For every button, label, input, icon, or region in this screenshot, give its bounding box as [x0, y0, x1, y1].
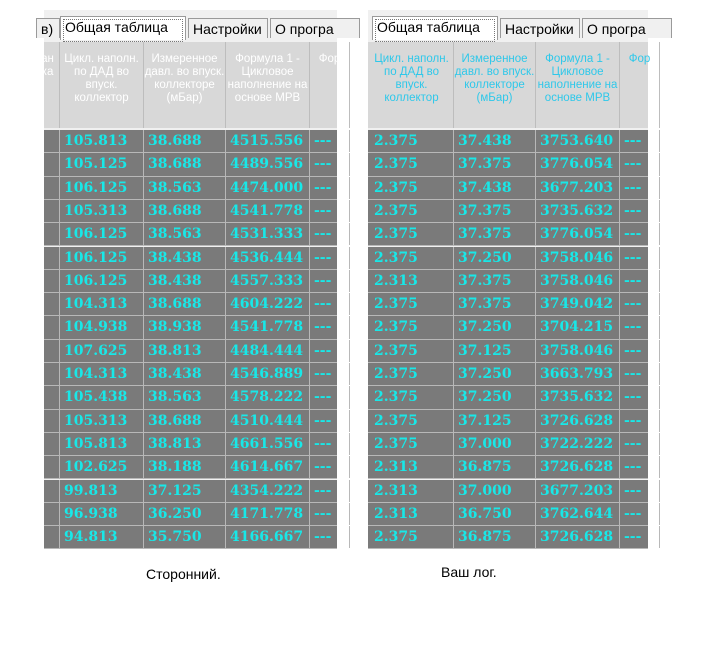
- table-cell: 2.375: [370, 177, 454, 199]
- table-cell: 2.375: [370, 247, 454, 269]
- table-cell: 106.125: [60, 247, 144, 269]
- table-cell: [36, 270, 60, 292]
- screenshot-third-party: [41, 10, 341, 546]
- table-cell: 3677.203: [536, 177, 620, 199]
- table-row[interactable]: [44, 247, 337, 270]
- table-cell: 37.438: [454, 177, 536, 199]
- table-cell: 2.375: [370, 153, 454, 175]
- table-cell: 3726.628: [536, 526, 620, 548]
- table-cell: ---: [310, 410, 350, 432]
- table-cell: 4541.778: [226, 316, 310, 338]
- table-cell: 38.688: [144, 153, 226, 175]
- table-cell: ---: [310, 363, 350, 385]
- table-cell: ---: [620, 480, 660, 502]
- table-cell: 36.875: [454, 456, 536, 478]
- table-row[interactable]: [368, 177, 648, 200]
- table-cell: ---: [620, 177, 660, 199]
- header-cell-cycle-fill: Цикл. наполн. по ДАД во впуск. коллектор: [60, 42, 144, 128]
- table-cell: 37.375: [454, 293, 536, 315]
- table-cell: ---: [310, 456, 350, 478]
- table-cell: 37.250: [454, 316, 536, 338]
- table-cell: 4354.222: [226, 480, 310, 502]
- table-row[interactable]: [368, 130, 648, 153]
- table-row[interactable]: [44, 526, 337, 549]
- table-cell: 3753.640: [536, 130, 620, 152]
- table-row[interactable]: [44, 433, 337, 456]
- header-cell-pressure: Измеренное давл. во впуск. коллекторе (мБар): [144, 42, 226, 128]
- table-cell: 3726.628: [536, 410, 620, 432]
- table-cell: [36, 363, 60, 385]
- table-cell: 37.375: [454, 153, 536, 175]
- table-cell: 38.688: [144, 200, 226, 222]
- table-cell: 37.250: [454, 363, 536, 385]
- table-cell: 105.813: [60, 130, 144, 152]
- table-cell: 4531.333: [226, 223, 310, 245]
- table-cell: [36, 247, 60, 269]
- table-cell: 38.563: [144, 177, 226, 199]
- table-body: [44, 130, 337, 546]
- table-cell: 37.375: [454, 270, 536, 292]
- table-cell: ---: [620, 153, 660, 175]
- tab-prev[interactable]: в): [36, 18, 60, 38]
- table-cell: 38.563: [144, 386, 226, 408]
- table-cell: 4510.444: [226, 410, 310, 432]
- table-cell: 37.438: [454, 130, 536, 152]
- table-row[interactable]: [368, 270, 648, 293]
- table-row[interactable]: [44, 153, 337, 176]
- table-cell: 37.375: [454, 223, 536, 245]
- header-cell-cycle-fill: Цикл. наполн. по ДАД во впуск. коллектор: [370, 42, 454, 128]
- table-cell: ---: [620, 247, 660, 269]
- table-cell: [36, 130, 60, 152]
- table-row[interactable]: [368, 200, 648, 223]
- table-cell: 3749.042: [536, 293, 620, 315]
- table-cell: [36, 177, 60, 199]
- table-cell: 36.250: [144, 503, 226, 525]
- table-cell: 3722.222: [536, 433, 620, 455]
- table-row[interactable]: [368, 456, 648, 479]
- table-cell: ---: [310, 130, 350, 152]
- table-cell: [36, 480, 60, 502]
- table-cell: 4536.444: [226, 247, 310, 269]
- table-cell: 4515.556: [226, 130, 310, 152]
- table-cell: 4557.333: [226, 270, 310, 292]
- table-body: [368, 130, 648, 546]
- header-cell-formula2: Фор: [310, 42, 350, 128]
- table-row[interactable]: [368, 153, 648, 176]
- table-row[interactable]: [44, 363, 337, 386]
- header-cell-formula1: Формула 1 - Цикловое наполнение на основе MPB: [226, 42, 310, 128]
- table-cell: 37.125: [454, 340, 536, 362]
- table-cell: 3726.628: [536, 456, 620, 478]
- table-cell: 37.125: [454, 410, 536, 432]
- table-cell: 4171.778: [226, 503, 310, 525]
- table-cell: 37.000: [454, 480, 536, 502]
- table-cell: 105.438: [60, 386, 144, 408]
- table-cell: 2.313: [370, 480, 454, 502]
- table-row[interactable]: [368, 247, 648, 270]
- table-cell: ---: [310, 293, 350, 315]
- table-cell: [36, 316, 60, 338]
- table-cell: 2.375: [370, 410, 454, 432]
- table-cell: ---: [310, 480, 350, 502]
- table-row[interactable]: [368, 293, 648, 316]
- table-cell: [36, 503, 60, 525]
- table-cell: 2.375: [370, 526, 454, 548]
- table-cell: ---: [620, 363, 660, 385]
- table-row[interactable]: [44, 410, 337, 433]
- table-cell: 104.938: [60, 316, 144, 338]
- table-cell: 96.938: [60, 503, 144, 525]
- table-cell: 102.625: [60, 456, 144, 478]
- table-cell: 2.313: [370, 503, 454, 525]
- table-cell: ---: [620, 200, 660, 222]
- table-row[interactable]: [368, 433, 648, 456]
- table-cell: 2.313: [370, 456, 454, 478]
- table-cell: 3704.215: [536, 316, 620, 338]
- header-cell-partial: ан ка: [36, 42, 60, 128]
- table-cell: 3758.046: [536, 247, 620, 269]
- table-cell: 37.000: [454, 433, 536, 455]
- table-cell: [36, 340, 60, 362]
- table-cell: ---: [620, 456, 660, 478]
- table-cell: ---: [620, 386, 660, 408]
- table-cell: 2.375: [370, 363, 454, 385]
- table-cell: 38.688: [144, 410, 226, 432]
- table-cell: 3762.644: [536, 503, 620, 525]
- table-cell: 38.688: [144, 293, 226, 315]
- table-cell: [36, 153, 60, 175]
- table-cell: 2.375: [370, 223, 454, 245]
- table-cell: 4484.444: [226, 340, 310, 362]
- table-cell: 3735.632: [536, 200, 620, 222]
- table-cell: 3758.046: [536, 340, 620, 362]
- table-cell: [36, 200, 60, 222]
- table-row[interactable]: [368, 503, 648, 526]
- table-cell: 37.375: [454, 200, 536, 222]
- table-row[interactable]: [368, 410, 648, 433]
- table-cell: 106.125: [60, 270, 144, 292]
- table-cell: 2.375: [370, 316, 454, 338]
- table-cell: 4578.222: [226, 386, 310, 408]
- table-cell: ---: [310, 153, 350, 175]
- table-cell: ---: [310, 340, 350, 362]
- table-cell: 3735.632: [536, 386, 620, 408]
- table-cell: 4166.667: [226, 526, 310, 548]
- tab-bar: [41, 16, 337, 38]
- table-cell: [36, 410, 60, 432]
- table-row[interactable]: [44, 270, 337, 293]
- table-cell: 2.375: [370, 200, 454, 222]
- table-cell: ---: [620, 130, 660, 152]
- table-cell: ---: [310, 386, 350, 408]
- table-cell: 4489.556: [226, 153, 310, 175]
- table-row[interactable]: [44, 177, 337, 200]
- table-row[interactable]: [368, 526, 648, 549]
- table-cell: 4541.778: [226, 200, 310, 222]
- tab-about[interactable]: О програ: [582, 18, 672, 38]
- table-cell: ---: [310, 526, 350, 548]
- table-cell: ---: [620, 410, 660, 432]
- table-header: [368, 42, 651, 128]
- table-cell: 4614.667: [226, 456, 310, 478]
- table-cell: 4546.889: [226, 363, 310, 385]
- table-cell: 36.875: [454, 526, 536, 548]
- table-cell: [36, 293, 60, 315]
- table-header: [41, 42, 341, 128]
- table-cell: 38.813: [144, 433, 226, 455]
- table-cell: 38.438: [144, 363, 226, 385]
- table-row[interactable]: [44, 223, 337, 246]
- table-row[interactable]: [44, 200, 337, 223]
- tab-general-table[interactable]: Общая таблица: [60, 16, 186, 40]
- table-cell: 105.125: [60, 153, 144, 175]
- table-cell: 3677.203: [536, 480, 620, 502]
- tab-settings[interactable]: Настройки: [188, 18, 268, 38]
- table-cell: 36.750: [454, 503, 536, 525]
- table-cell: ---: [620, 223, 660, 245]
- table-cell: 3758.046: [536, 270, 620, 292]
- table-cell: ---: [310, 223, 350, 245]
- table-cell: 38.813: [144, 340, 226, 362]
- table-cell: ---: [620, 270, 660, 292]
- table-cell: [36, 223, 60, 245]
- screenshot-your-log: [368, 10, 651, 546]
- table-row[interactable]: [368, 386, 648, 409]
- header-cell-pressure: Измеренное давл. во впуск. коллекторе (мБар): [454, 42, 536, 128]
- tab-general-table[interactable]: Общая таблица: [372, 16, 498, 40]
- table-cell: [36, 526, 60, 548]
- table-cell: ---: [310, 177, 350, 199]
- table-cell: 37.125: [144, 480, 226, 502]
- table-cell: ---: [310, 433, 350, 455]
- table-cell: ---: [310, 270, 350, 292]
- table-cell: 2.375: [370, 433, 454, 455]
- table-cell: ---: [310, 503, 350, 525]
- table-cell: ---: [620, 316, 660, 338]
- header-cell-formula1: Формула 1 - Цикловое наполнение на основе MPB: [536, 42, 620, 128]
- table-cell: 99.813: [60, 480, 144, 502]
- table-cell: ---: [620, 340, 660, 362]
- table-cell: 2.375: [370, 386, 454, 408]
- table-cell: [36, 456, 60, 478]
- table-cell: 106.125: [60, 177, 144, 199]
- table-row[interactable]: [44, 456, 337, 479]
- table-cell: 35.750: [144, 526, 226, 548]
- table-cell: ---: [620, 433, 660, 455]
- table-row[interactable]: [44, 480, 337, 503]
- table-row[interactable]: [44, 503, 337, 526]
- table-cell: 38.438: [144, 270, 226, 292]
- tab-about[interactable]: О програ: [270, 18, 360, 38]
- table-cell: 104.313: [60, 293, 144, 315]
- table-row[interactable]: [368, 480, 648, 503]
- table-cell: 2.375: [370, 293, 454, 315]
- table-cell: 37.250: [454, 247, 536, 269]
- table-cell: 38.938: [144, 316, 226, 338]
- table-cell: ---: [310, 316, 350, 338]
- table-row[interactable]: [44, 293, 337, 316]
- table-cell: 2.375: [370, 130, 454, 152]
- tab-settings[interactable]: Настройки: [500, 18, 580, 38]
- table-cell: 38.563: [144, 223, 226, 245]
- table-cell: 38.688: [144, 130, 226, 152]
- table-cell: 3776.054: [536, 223, 620, 245]
- table-row[interactable]: [44, 130, 337, 153]
- table-cell: 105.313: [60, 410, 144, 432]
- table-cell: 106.125: [60, 223, 144, 245]
- table-cell: ---: [620, 293, 660, 315]
- table-row[interactable]: [368, 316, 648, 339]
- table-cell: 4474.000: [226, 177, 310, 199]
- table-row[interactable]: [368, 363, 648, 386]
- table-cell: 38.438: [144, 247, 226, 269]
- table-row[interactable]: [44, 386, 337, 409]
- table-row[interactable]: [44, 340, 337, 363]
- table-cell: 105.813: [60, 433, 144, 455]
- header-cell-formula2: Фор: [620, 42, 660, 128]
- table-cell: 2.375: [370, 340, 454, 362]
- tab-bar: [368, 16, 648, 38]
- table-cell: [36, 433, 60, 455]
- table-row[interactable]: [368, 340, 648, 363]
- table-cell: 3776.054: [536, 153, 620, 175]
- table-cell: 2.313: [370, 270, 454, 292]
- table-cell: 4661.556: [226, 433, 310, 455]
- table-cell: ---: [310, 247, 350, 269]
- table-cell: [36, 386, 60, 408]
- table-cell: 3663.793: [536, 363, 620, 385]
- table-cell: 94.813: [60, 526, 144, 548]
- table-cell: ---: [620, 503, 660, 525]
- table-cell: 4604.222: [226, 293, 310, 315]
- table-row[interactable]: [44, 316, 337, 339]
- table-cell: ---: [310, 200, 350, 222]
- table-cell: 38.188: [144, 456, 226, 478]
- table-row[interactable]: [368, 223, 648, 246]
- table-cell: 105.313: [60, 200, 144, 222]
- table-cell: 37.250: [454, 386, 536, 408]
- table-cell: 104.313: [60, 363, 144, 385]
- table-cell: 107.625: [60, 340, 144, 362]
- table-cell: ---: [620, 526, 660, 548]
- caption-your-log: Ваш лог.: [441, 564, 497, 580]
- caption-third-party: Сторонний.: [146, 566, 221, 582]
